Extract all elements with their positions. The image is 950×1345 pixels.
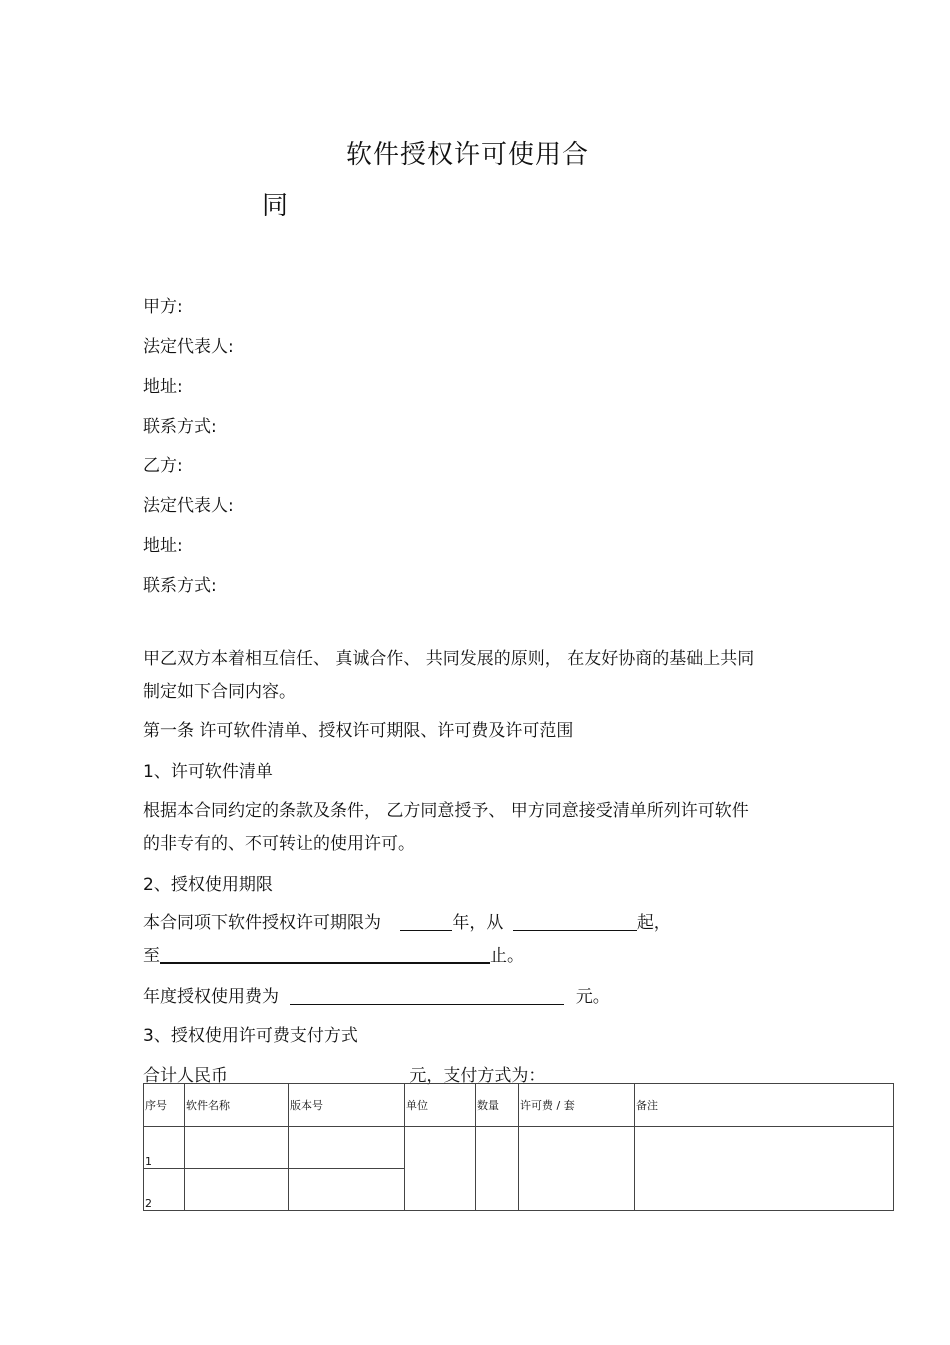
license-start-suffix: 起， [636, 913, 671, 933]
license-start-date-blank[interactable] [513, 914, 637, 931]
section-1-line-2: 的非专有的、不可转让的使用许可。 [143, 834, 415, 854]
section-3-heading: 3、授权使用许可费支付方式 [143, 1026, 358, 1046]
party-b-label: 乙方: [143, 456, 183, 476]
license-end-line [143, 941, 524, 966]
party-b-contact-label: 联系方式: [143, 576, 217, 596]
unit-cell[interactable] [405, 1127, 476, 1211]
row-number-cell: 1 [144, 1127, 185, 1169]
payment-method-blank[interactable] [565, 1067, 723, 1084]
license-fee-cell[interactable] [519, 1127, 635, 1211]
table-header-cell: 版本号 [289, 1084, 405, 1127]
intro-line-2: 制定如下合同内容。 [143, 682, 296, 702]
payment-total-suffix: 元，支付方式为： [409, 1066, 546, 1086]
row-number-cell: 2 [144, 1169, 185, 1211]
license-period-prefix: 本合同项下软件授权许可期限为 [143, 913, 381, 933]
party-a-address-label: 地址: [143, 377, 183, 397]
software-name-cell[interactable] [185, 1169, 289, 1211]
payment-total-prefix: 合计人民币 [143, 1066, 228, 1086]
party-a-contact-label: 联系方式: [143, 417, 217, 437]
table-header-cell: 序号 [144, 1084, 185, 1127]
table-header-cell: 备注 [635, 1084, 894, 1127]
license-years-suffix: 年，从 [452, 913, 504, 933]
quantity-cell[interactable] [476, 1127, 519, 1211]
software-name-cell[interactable] [185, 1127, 289, 1169]
remarks-cell[interactable] [635, 1127, 894, 1211]
annual-fee-prefix: 年度授权使用费为 [143, 987, 279, 1007]
annual-fee-line [143, 982, 610, 1007]
table-header-cell: 单位 [405, 1084, 476, 1127]
version-cell[interactable] [289, 1127, 405, 1169]
table-header-cell: 数量 [476, 1084, 519, 1127]
annual-fee-blank[interactable] [290, 988, 564, 1005]
license-period-line [143, 908, 671, 933]
document-title-line1: 软件授权许可使用合 [346, 140, 590, 170]
party-b-representative-label: 法定代表人: [143, 496, 234, 516]
table-header-row [144, 1084, 894, 1127]
table-header-cell: 许可费 / 套 [519, 1084, 635, 1127]
table-row [144, 1127, 894, 1169]
license-end-prefix: 至 [143, 946, 160, 966]
section-1-heading: 1、许可软件清单 [143, 762, 273, 782]
article-1-heading: 第一条 许可软件清单、授权许可期限、许可费及许可范围 [143, 721, 574, 741]
license-end-suffix: 止。 [490, 946, 524, 966]
party-a-representative-label: 法定代表人: [143, 337, 234, 357]
party-b-address-label: 地址: [143, 536, 183, 556]
annual-fee-suffix: 元。 [575, 987, 610, 1007]
version-cell[interactable] [289, 1169, 405, 1211]
license-years-blank[interactable] [400, 914, 452, 931]
table-header-cell: 软件名称 [185, 1084, 289, 1127]
license-software-table [143, 1083, 894, 1211]
party-a-label: 甲方: [143, 297, 183, 317]
payment-total-blank[interactable] [237, 1067, 409, 1084]
license-end-date-blank[interactable] [160, 946, 490, 964]
document-title-line2: 同 [262, 191, 290, 221]
intro-line-1: 甲乙双方本着相互信任、 真诚合作、 共同发展的原则， 在友好协商的基础上共同 [143, 649, 755, 669]
section-1-line-1: 根据本合同约定的条款及条件， 乙方同意授予、 甲方同意接受清单所列许可软件 [143, 801, 749, 821]
section-2-heading: 2、授权使用期限 [143, 875, 273, 895]
